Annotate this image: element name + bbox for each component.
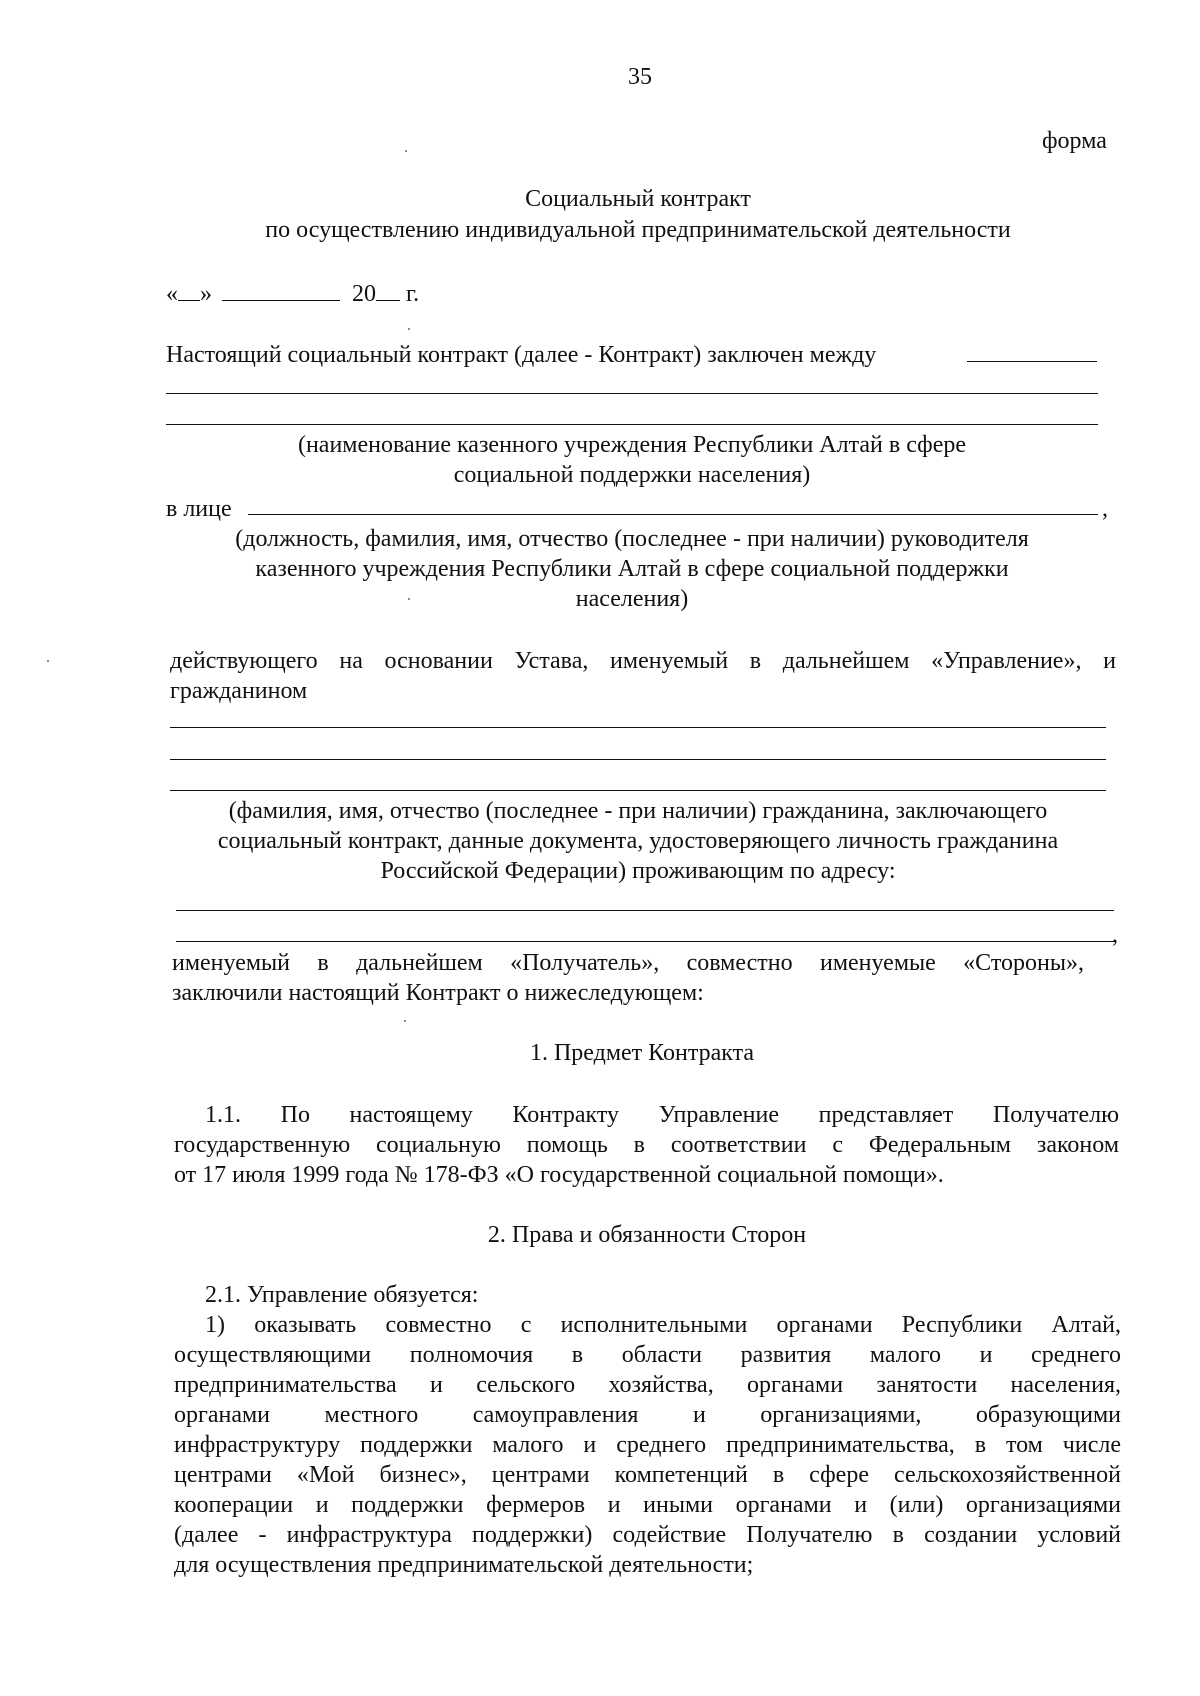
- named-line-2: заключили настоящий Контракт о нижеследующем:: [172, 980, 704, 1006]
- section-2-line: предпринимательства и сельского хозяйства, органами занятости населения,: [174, 1372, 1121, 1398]
- acting-line-1: [170, 648, 1116, 675]
- title-line-2: по осуществлению индивидуальной предпринимательской деятельности: [265, 217, 1011, 243]
- section-2-line: органами местного самоуправления и организациями, образующими: [174, 1402, 1121, 1428]
- named-line-1: именуемый в дальнейшем «Получатель», совместно именуемые «Стороны»,: [172, 950, 1084, 976]
- intro-text: Настоящий социальный контракт (далее - Контракт) заключен между: [166, 342, 877, 368]
- person-caption-3: населения): [575, 586, 689, 612]
- citizen-caption-3: Российской Федерации) проживающим по адресу:: [380, 858, 896, 884]
- section-2-line: осуществляющими полномочия в области развития малого и среднего: [174, 1342, 1121, 1368]
- acting-word: основании: [384, 648, 493, 674]
- section-2-line: инфраструктуру поддержки малого и среднего предпринимательства, в том числе: [174, 1432, 1121, 1458]
- acting-word: на: [339, 648, 363, 674]
- citizen-blank-3[interactable]: [170, 790, 1106, 791]
- address-blank-1[interactable]: [176, 910, 1114, 911]
- citizen-caption-1: (фамилия, имя, отчество (последнее - при наличии) гражданина, заключающего: [228, 798, 1048, 824]
- section-2-heading: 2. Права и обязанности Сторон: [487, 1222, 807, 1248]
- scan-speck: [47, 660, 49, 662]
- institution-blank-3[interactable]: [166, 424, 1098, 425]
- year-blank[interactable]: [376, 280, 400, 301]
- section-2-line: центрами «Мой бизнес», центрами компетенций в сфере сельскохозяйственной: [174, 1462, 1121, 1488]
- section-1-p1-line-1: 1.1. По настоящему Контракту Управление представляет Получателю: [205, 1102, 1119, 1128]
- citizen-caption-2: социальный контракт, данные документа, удостоверяющего личность гражданина: [217, 828, 1059, 854]
- acting-line-2: гражданином: [170, 678, 308, 704]
- address-blank-2[interactable]: [176, 941, 1114, 942]
- section-2-line: (далее - инфраструктура поддержки) содействие Получателю в создании условий: [174, 1522, 1121, 1548]
- year-suffix: г.: [406, 281, 420, 307]
- section-1-p1-line-2: государственную социальную помощь в соответствии с Федеральным законом: [174, 1132, 1119, 1158]
- title-line-1: Социальный контракт: [525, 186, 751, 212]
- in-person-comma: ,: [1102, 496, 1108, 522]
- acting-word: действующего: [170, 648, 318, 674]
- acting-word: в: [749, 648, 762, 674]
- scan-speck: [408, 328, 410, 330]
- acting-word: и: [1103, 648, 1116, 674]
- acting-word: «Управление»,: [931, 648, 1082, 674]
- acting-word: Устава,: [514, 648, 589, 674]
- address-comma: ,: [1112, 922, 1118, 948]
- year-prefix: 20: [352, 281, 376, 307]
- section-2-line: для осуществления предпринимательской деятельности;: [174, 1552, 754, 1578]
- institution-caption-1: (наименование казенного учреждения Республики Алтай в сфере: [297, 432, 967, 458]
- acting-word: дальнейшем: [782, 648, 910, 674]
- institution-blank-2[interactable]: [166, 393, 1098, 394]
- institution-caption-2: социальной поддержки населения): [453, 462, 811, 488]
- institution-blank-1[interactable]: [967, 361, 1097, 362]
- date-open-quote: «: [166, 281, 178, 307]
- section-1-p1-line-3: от 17 июля 1999 года № 178-ФЗ «О государственной социальной помощи».: [174, 1162, 944, 1188]
- form-label: форма: [1042, 128, 1107, 154]
- section-1-heading: 1. Предмет Контракта: [529, 1040, 755, 1066]
- date-close-quote: »: [200, 281, 212, 307]
- in-person-label: в лице: [166, 496, 232, 522]
- acting-word: именуемый: [610, 648, 729, 674]
- day-blank[interactable]: [178, 280, 200, 301]
- section-2-line: кооперации и поддержки фермеров и иными органами и (или) организациями: [174, 1492, 1121, 1518]
- page-number: 35: [628, 64, 652, 90]
- person-caption-1: (должность, фамилия, имя, отчество (последнее - при наличии) руководителя: [235, 526, 1029, 552]
- date-line: [166, 280, 419, 308]
- scan-speck: [408, 598, 410, 600]
- in-person-blank[interactable]: [248, 514, 1098, 515]
- scan-speck: [404, 1020, 406, 1022]
- section-2-sub: 2.1. Управление обязуется:: [205, 1282, 479, 1308]
- section-2-line: 1) оказывать совместно с исполнительными органами Республики Алтай,: [205, 1312, 1121, 1338]
- citizen-blank-1[interactable]: [170, 727, 1106, 728]
- month-blank[interactable]: [222, 280, 340, 301]
- citizen-blank-2[interactable]: [170, 759, 1106, 760]
- scan-speck: [405, 150, 407, 152]
- person-caption-2: казенного учреждения Республики Алтай в сфере социальной поддержки: [255, 556, 1009, 582]
